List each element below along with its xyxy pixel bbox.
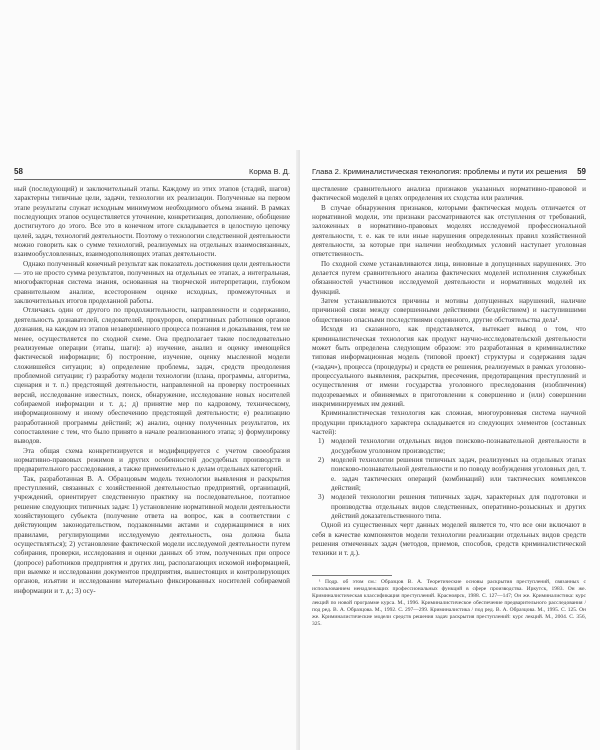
left-page-body [14, 185, 290, 596]
paragraph: Отличаясь один от другого по продолжительности, направленности и содержанию, деятельность дознавателей, следователей, прокуроров, оперативных работников органов дознания, на каждом из этапов незавершенного процесса познания и доказывания, тем не менее, осуществляется по сходной схеме. Она предполагает такие последовательно реализуемые операции (этапы, шаги): а) изучение, анализ и оценку имеющейся фактической информации; б) построение, изучение, оценку мысленной модели сложившейся ситуации; в) определение проблемы, задач, средств преодоления проблемной ситуации; г) разработку модели технологии (плана, программы, алгоритма, сценария и т. п.) предстоящей деятельности, направленной на проверку построенных версий, исследование известных, поиск, обнаружение, исследование новых носителей собираемой информации и т. д.; д) принятие мер по кадровому, техническому, информационному и иному обеспечению предстоящей деятельности; е) реализацию разработанной программы действий; ж) анализ, оценку полученных результатов, их сопоставление с тем, что было принято в начале реализованного этапа; з) формулировку выводов. [14, 306, 290, 446]
paragraph: Эта общая схема конкретизируется и модифицируется с учетом своеобразия нормативно-правовых режимов и других особенностей досудебных производств и предварительного расследования, а также применительно к делам отдельных категорий. [14, 446, 290, 474]
list-item-marker: 1) [318, 437, 324, 446]
paragraph: По сходной схеме устанавливаются лица, виновные в допущенных нарушениях. Это делается путем сравнительного анализа фактических моделей исполнения служебных обязанностей участников исследуемой деятельности и нормативных моделей их функций. [312, 259, 586, 296]
list-item-text: моделей технологии отдельных видов поисково-познавательной деятельности в досудебном уголовном производстве; [331, 437, 586, 455]
list-item-marker: 3) [318, 493, 324, 502]
left-running-head-author: Корма В. Д. [249, 167, 290, 176]
list-item-text: моделей технологии решения типичных задач, характерных для подготовки и производства отдельных видов следственных, оперативно-розыскных и других действий доказательственного типа. [331, 493, 586, 521]
paragraph: ный (последующий) и заключительный этапы. Каждому из этих этапов (стадий, шагов) характерны типичные цели, задачи, технологии их реализации. Полученные на первом этапе результаты служат исходным минимумом необходимого объема знаний. В рамках последующих этапов осуществляется уточнение, конкретизация, дополнение, обобщение достигнутого до этого. Все это в конечном итоге складывается в целостную цепочку целей, задач, технологий деятельности. Поэтому о технологии следственной деятельности можно говорить как о сумме технологий, реализуемых на отдельных взаимосвязанных, взаимообусловленных, взаимодополняющих этапах деятельности. [14, 185, 290, 259]
left-page-number: 58 [14, 167, 23, 176]
paragraph: Так, разработанная В. А. Образцовым модель технологии выявления и раскрытия преступлений, связанных с хозяйственной деятельностью предприятий, организаций, учреждений, ориентирует следственную практику на последовательное, поэтапное решение следующих типичных задач: 1) установление нормативной модели деятельности хозяйствующего субъекта (получение ответа на вопрос, как в соответствии с действующим законодательством, подзаконными актами и содержащимися в них правилами, регулирующими исследуемую деятельность, она должна была осуществляться); 2) установление фактической модели исследуемой деятельности путем собирания, проверки, исследования и оценки данных об этом, полученных при опросе (допросе) работников предприятия и других лиц, располагающих искомой информацией, при выемке и исследовании документов предприятия, вышестоящих и контролирующих органов, изъятии и исследовании материально фиксированных носителей собираемой информации и т. д.; 3) осу- [14, 474, 290, 595]
right-page-number: 59 [577, 167, 586, 176]
paragraph: Одной из существенных черт данных моделей является то, что все они включают в себя в качестве компонентов модели технологии реализации отдельных видов средств решения отмеченных задач (методов, приемов, способов, средств криминалистической техники и т. д.). [312, 521, 586, 558]
list-item-marker: 2) [318, 455, 324, 464]
paragraph: Затем устанавливаются причины и мотивы допущенных нарушений, наличие причинной связи между совершенными действиями (бездействием) и наступившими общественно опасными последствиями содеянного, другие обстоятельства дела¹. [312, 297, 586, 324]
footnotes [312, 579, 586, 629]
list-item [312, 437, 586, 456]
right-running-header [312, 167, 586, 180]
left-running-header [14, 167, 290, 180]
paragraph: Исходя из сказанного, как представляется, вытекает вывод о том, что криминалистическая технология как продукт научно-исследовательской деятельности может быть определена следующим образом: это разработанная в криминалистике типовая информационная модель (типовой проект) структуры и содержания задач («задач»), процесса (процедуры) и средств ее решения, реализуемых в рамках уголовно-процессуального выявления, раскрытия, пресечения, предотвращения преступлений и осуществления от имени государства уголовного преследования (изобличения) подозреваемых и обвиняемых в приготовлении к совершению и (или) совершении инкриминируемых им деяний. [312, 325, 586, 408]
right-running-head-chapter: Глава 2. Криминалистическая технология: проблемы и пути их решения [312, 167, 568, 176]
list-item [312, 456, 586, 493]
list-item-text: моделей технологии решения типичных задач, реализуемых на отдельных этапах поисково-познавательной деятельности и по поводу возбуждения уголовных дел, т. е. задач тактических операций (комбинаций) или тактических комплексов действий; [331, 455, 586, 492]
paragraph: ществление сравнительного анализа признаков указанных нормативно-правовой и фактической моделей в целях определения их сходства или различия. [312, 185, 586, 203]
right-page-body-lower [312, 521, 586, 558]
right-page [300, 0, 600, 750]
paragraph: Криминалистическая технология как сложная, многоуровневая система научной продукции прикладного характера складывается из следующих элементов (составных частей): [312, 409, 586, 436]
paragraph: Однако полученный конечный результат как показатель достижения цели деятельности — это не просто сумма результатов, полученных на отдельных ее этапах, а интегральная, многофакторная система знания, основанная на творческой интерпретации, глубоком сравнительном анализе, всестороннем оценке исходных, промежуточных и заключительных итогов проделанной работы. [14, 259, 290, 306]
right-page-body-upper [312, 185, 586, 437]
paragraph: В случае обнаружения признаков, которыми фактическая модель отличается от нормативной модели, эти признаки рассматриваются как отступления от требований, заложенных в нормативно-правовых моделях исследуемой профессиональной деятельности, т. е. как те или иные нарушения определенных правил хозяйственной деятельности, за которые при наличии необходимых условий наступает уголовная ответственность. [312, 203, 586, 259]
technology-elements-list [312, 437, 586, 521]
footnote: ¹ Подр. об этом см.: Образцов В. А. Теоретические основы раскрытия преступлений, связанных с использованием ненадлежащих профессиональных функций в сфере производства. Иркутск, 1983. Он же. Криминалистическая классификация преступлений. Красноярск, 1988. С. 127—147; Он же. Криминалистика: курс лекций по новой программе курса. М., 1996. Криминалистическое обеспечение предварительного расследования / под ред. В. А. Образцова. М., 1992. С. 297—299. Криминалистика / под ред. В. А. Образцова. М., 1995. С. 125. Он же. Криминалистические модели средств решения задач раскрытия преступлений: курс лекций. М., 2004. С. 356, 325. [312, 578, 586, 628]
list-item [312, 493, 586, 521]
footnote-rule [312, 575, 392, 576]
